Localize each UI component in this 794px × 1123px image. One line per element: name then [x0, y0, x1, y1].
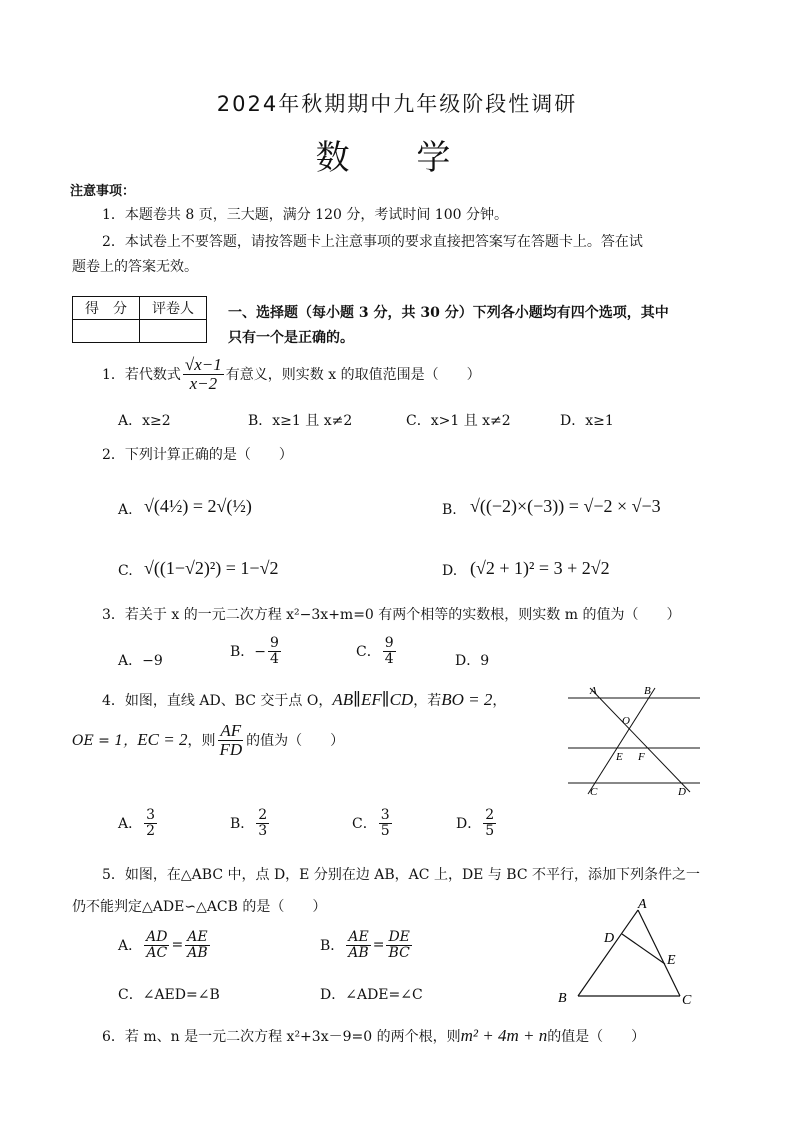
q3-option-b-label: B．− [230, 644, 267, 661]
q5-figure [552, 896, 702, 1008]
grader-cell[interactable] [140, 320, 207, 343]
exam-title: 2024年秋期期中九年级阶段性调研 [216, 92, 578, 116]
q4-label-e: E [616, 751, 623, 763]
q3-b-den: 4 [270, 650, 279, 667]
question-2-stem: 2．下列计算正确的是（ ） [102, 447, 293, 463]
q4-line2-a: OE = 1， [72, 733, 138, 750]
q5-a-d1: AC [146, 944, 168, 961]
q2-option-c-label[interactable]: C. [118, 563, 133, 579]
q3-option-a[interactable]: A．−9 [118, 653, 163, 669]
q3-option-d[interactable]: D．9 [455, 653, 490, 669]
q4-option-a-fraction [144, 808, 157, 838]
q5-option-a[interactable] [118, 930, 212, 960]
q4-option-b[interactable] [230, 808, 271, 838]
q4-option-d-label: D． [456, 816, 482, 833]
q1-prefix: 1．若代数式 [102, 367, 181, 384]
q4-option-d[interactable] [456, 808, 498, 838]
notes-heading: 注意事项： [70, 184, 136, 199]
question-4-line1 [102, 690, 506, 710]
q1-suffix: 有意义，则实数 x 的取值范围是（ ） [225, 367, 481, 384]
q4-c-den: 5 [380, 822, 390, 839]
q4-line1-d: BO = 2 [441, 690, 493, 709]
q4-option-d-fraction [483, 808, 496, 838]
q4-frac-den: FD [219, 739, 243, 759]
q3-c-den: 4 [384, 650, 394, 667]
q1-option-c[interactable]: C．x>1 且 x≠2 [406, 413, 511, 429]
q2-option-a-label[interactable]: A. [118, 502, 133, 518]
question-4-line2 [72, 722, 344, 759]
q3-option-b[interactable] [230, 636, 283, 666]
q4-c-num: 3 [380, 807, 390, 823]
q4-line1-c: ，若 [413, 693, 442, 709]
score-table [72, 296, 207, 343]
q5-label-d: D [604, 931, 615, 946]
notes-item-2-line2: 题卷上的答案无效。 [72, 259, 198, 275]
q4-b-den: 3 [258, 822, 268, 839]
score-table-container [72, 296, 207, 343]
q4-option-a-label: A． [118, 816, 143, 833]
q4-fraction [217, 722, 244, 759]
score-cell[interactable] [73, 320, 140, 343]
q5-option-b[interactable] [320, 930, 414, 960]
q1-fraction [183, 356, 224, 393]
q5-b-n2: DE [388, 929, 410, 945]
q5-b-frac2 [386, 930, 411, 960]
subject-title: 数 学 [315, 138, 479, 178]
q5-b-frac1 [346, 930, 370, 960]
q4-option-b-fraction [256, 808, 269, 838]
q4-label-f: F [638, 751, 645, 763]
q6-suffix: 的值是（ ） [547, 1029, 646, 1045]
q6-expression: m² + 4m + n [460, 1026, 548, 1045]
q4-line1-a: 4．如图，直线 AD、BC 交于点 O， [102, 693, 333, 709]
q4-label-b: B [644, 685, 651, 697]
grader-header: 评卷人 [140, 297, 207, 320]
q5-b-n1: AE [348, 929, 369, 945]
q5-a-n1: AD [146, 929, 168, 945]
q5-b-equals: = [372, 937, 385, 954]
q4-line2-d: 的值为（ ） [246, 733, 345, 750]
q2-option-c-expr: √((1−√2)²) = 1−√2 [144, 558, 279, 578]
q4-b-num: 2 [258, 807, 268, 823]
q4-option-c[interactable] [352, 808, 394, 838]
q6-stem-text: 6．若 m、n 是一元二次方程 x²+3x－9=0 的两个根，则 [102, 1029, 461, 1045]
q5-b-d2: BC [388, 944, 410, 961]
q4-d-num: 2 [485, 807, 495, 823]
q1-numerator: √x−1 [184, 355, 222, 374]
q2-option-d-expr: (√2 + 1)² = 3 + 2√2 [470, 558, 610, 578]
question-1-stem [102, 356, 481, 393]
q4-a-num: 3 [146, 807, 156, 823]
score-header: 得 分 [73, 297, 140, 320]
q4-line1-e: ， [492, 693, 507, 709]
q2-option-a-expr: √(4½) = 2√(½) [144, 496, 252, 516]
section1-heading-line1: 一、选择题（每小题 3 分，共 30 分）下列各小题均有四个选项，其中 [228, 305, 669, 321]
q4-line1-b: AB∥EF∥CD [332, 690, 414, 709]
q4-label-d: D [678, 786, 686, 798]
q4-option-a[interactable] [118, 808, 159, 838]
q3-option-b-fraction [268, 636, 281, 666]
q4-a-den: 2 [146, 822, 156, 839]
q4-d-den: 5 [485, 822, 495, 839]
q5-label-c: C [682, 993, 692, 1008]
q5-option-b-label: B． [320, 938, 345, 955]
q3-b-num: 9 [270, 635, 279, 651]
q5-a-n2: AE [187, 929, 208, 945]
q5-label-b: B [558, 991, 567, 1006]
q5-a-frac1 [144, 930, 169, 960]
q1-option-d[interactable]: D．x≥1 [560, 413, 614, 429]
q5-option-a-label: A． [118, 938, 143, 955]
question-5-line1: 5．如图，在△ABC 中，点 D，E 分别在边 AB，AC 上，DE 与 BC 不平行，添加下列条件之一 [102, 867, 701, 883]
q4-figure [560, 680, 710, 802]
q2-option-d-label[interactable]: D. [442, 563, 458, 579]
question-6-stem [102, 1026, 645, 1046]
q4-label-c: C [590, 786, 598, 798]
q1-option-b[interactable]: B．x≥1 且 x≠2 [248, 413, 353, 429]
q4-frac-num: AF [220, 721, 242, 740]
q5-option-d[interactable]: D．∠ADE=∠C [320, 987, 423, 1003]
q5-label-a: A [638, 897, 647, 912]
q3-c-num: 9 [384, 635, 394, 651]
question-3-stem: 3．若关于 x 的一元二次方程 x²−3x+m=0 有两个相等的实数根，则实数 m 的值为（ ） [102, 607, 681, 623]
q4-label-a: A [590, 685, 597, 697]
section1-heading-line2: 只有一个是正确的。 [228, 330, 354, 346]
notes-item-1: 1．本题卷共 8 页，三大题，满分 120 分，考试时间 100 分钟。 [102, 207, 508, 223]
q3-option-c[interactable] [356, 636, 398, 666]
q5-a-frac2 [185, 930, 209, 960]
q4-option-b-label: B． [230, 816, 255, 833]
q3-option-c-fraction [383, 636, 396, 666]
q5-a-equals: = [171, 937, 184, 954]
q5-a-d2: AB [187, 944, 208, 961]
question-5-line2: 仍不能判定△ADE∽△ACB 的是（ ） [72, 899, 327, 915]
q4-line2-b: EC = 2 [137, 730, 188, 750]
q1-denominator: x−2 [189, 373, 218, 393]
q4-option-c-fraction [379, 808, 392, 838]
q2-option-b-expr: √((−2)×(−3)) = √−2 × √−3 [470, 496, 661, 516]
q5-option-c[interactable]: C．∠AED=∠B [118, 987, 220, 1003]
q3-option-c-label: C． [356, 644, 381, 661]
q4-option-c-label: C． [352, 816, 377, 833]
q5-b-d1: AB [348, 944, 369, 961]
q4-label-o: O [622, 715, 630, 727]
q2-option-b-label[interactable]: B. [442, 502, 457, 518]
q1-option-a[interactable]: A．x≥2 [118, 413, 171, 429]
q5-label-e: E [667, 953, 676, 968]
notes-item-2-line1: 2．本试卷上不要答题，请按答题卡上注意事项的要求直接把答案写在答题卡上。答在试 [102, 234, 643, 250]
q4-line2-c: ，则 [187, 733, 216, 750]
